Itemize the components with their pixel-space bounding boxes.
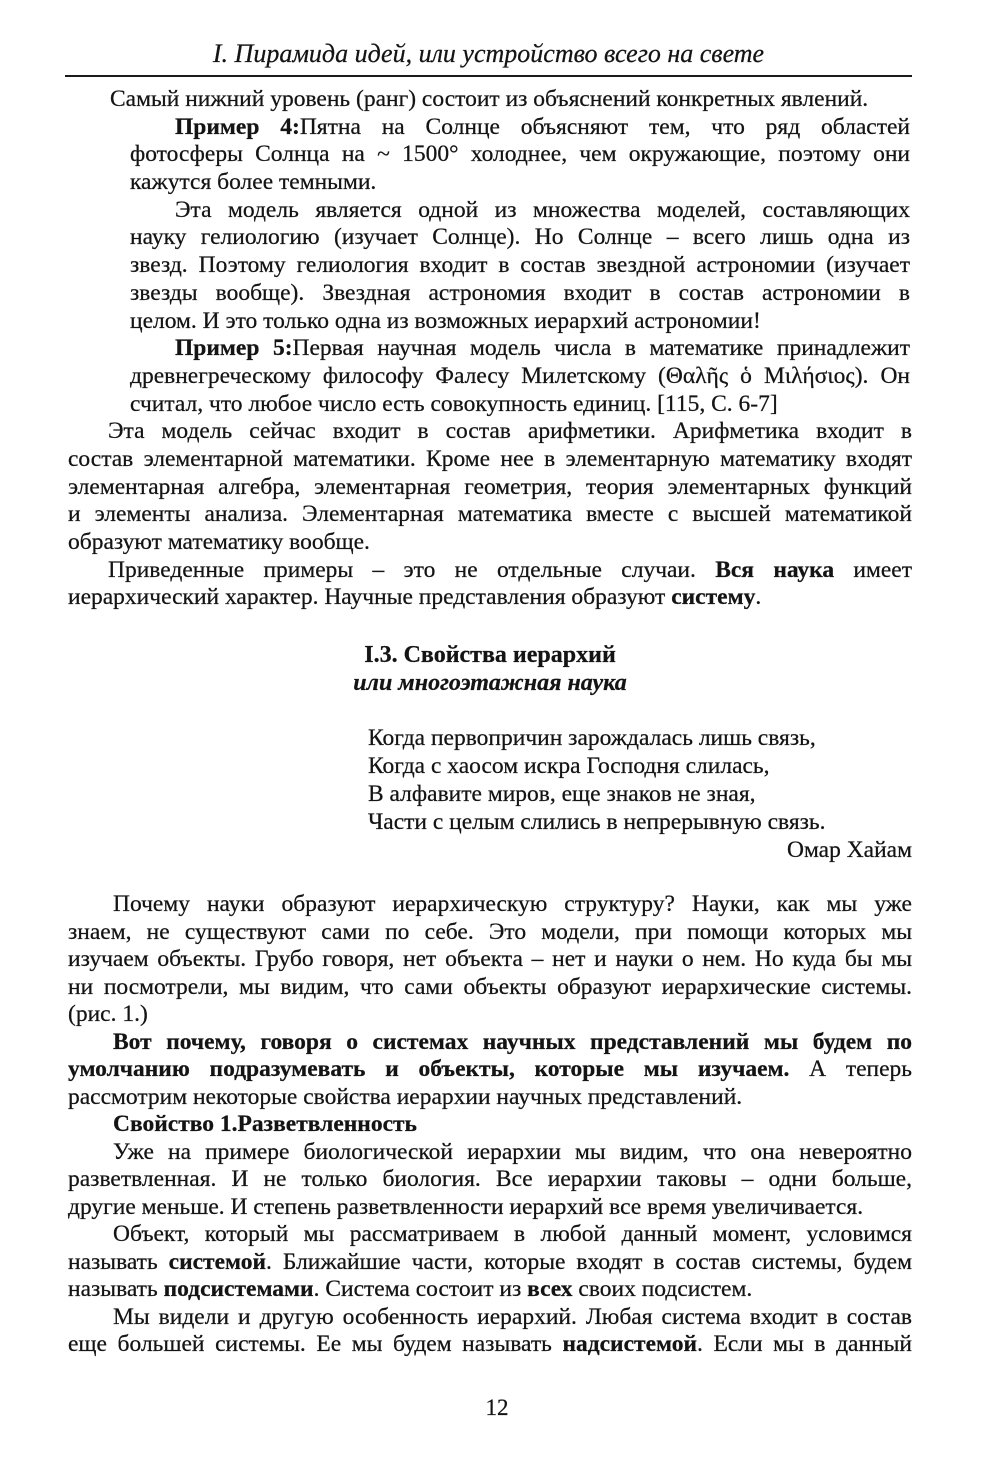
paragraph-line: Самый нижний уровень (ранг) состоит из объяснений конкретных явлений. (110, 86, 869, 112)
poem-line: Когда с хаосом искра Господня слилась, (368, 753, 770, 779)
poem-line: Когда первопричин зарождалась лишь связь, (368, 725, 816, 751)
line-text: своих подсистем. (572, 1276, 753, 1302)
paragraph-line (130, 114, 910, 142)
poem-line: Части с целым слились в непрерывную связь. (368, 809, 826, 835)
paragraph-supersystem (68, 1304, 912, 1359)
paragraph-arithmetic (68, 418, 912, 556)
paragraph-line: (рис. 1.) (68, 1001, 148, 1027)
example-label: Пример 5: (175, 335, 293, 362)
paragraph-line: науку гелиологию (изучает Солнце). Но Солнце – всего лишь одна из (130, 224, 910, 251)
section-subtitle: или многоэтажная наука (353, 670, 627, 696)
bold-term: Вся наука (715, 556, 835, 583)
paragraph-line: изучаем объекты. Грубо говоря, нет объекта – нет и науки о нем. Но куда бы мы (68, 946, 912, 972)
line-text: еще большей системы. Ее мы будем называть (68, 1331, 563, 1357)
paragraph-line: древнегреческому философу Фалесу Милетскому (Θαλῆς ὁ Μιλήσιος). Он (130, 362, 910, 389)
line-text: Приведенные примеры – это не отдельные случаи. (108, 556, 716, 583)
running-header: I. Пирамида идей, или устройство всего на свете (212, 39, 765, 68)
line-text: А теперь (789, 1056, 912, 1082)
paragraph-line: другие меньше. И степень разветвленности иерархий все время увеличивается. (68, 1193, 864, 1220)
property-1 (68, 1111, 912, 1221)
paragraph-line: Почему науки образуют иерархическую структуру? Науки, как мы уже (113, 891, 912, 917)
paragraph-line: считал, что любое число есть совокупность единиц. [115, С. 6-7] (130, 390, 778, 417)
paragraph-line (130, 335, 910, 363)
header-rule (65, 75, 912, 77)
paragraph-line: Эта модель является одной из множества моделей, составляющих (175, 196, 910, 223)
paragraph-line: фотосферы Солнца на ~ 1500° холоднее, чем окружающие, поэтому они (130, 141, 910, 168)
line-text: . Система состоит из (313, 1276, 528, 1302)
paragraph-line: элементарная алгебра, элементарная геометрия, теория элементарных функций (68, 473, 912, 500)
poem-author: Омар Хайам (786, 837, 912, 863)
line-text: . Если мы в данный (697, 1331, 913, 1357)
paragraph-line: разветвленная. И не только биология. Все иерархии таковы – одни больше, (68, 1166, 912, 1192)
paragraph-line (68, 1276, 912, 1304)
paragraph-line (68, 1056, 912, 1084)
paragraph-emphasis (68, 1029, 912, 1112)
body-top (68, 86, 912, 612)
paragraph-system (68, 1221, 912, 1304)
page-number: 12 (485, 1395, 509, 1420)
paragraph-line: состав элементарной математики. Кроме нее в элементарную математику входят (68, 445, 912, 472)
paragraph-line: Мы видели и другую особенность иерархий. Любая система входит в состав (113, 1303, 912, 1330)
bold-term: систему (671, 584, 756, 611)
section-title: I.3. Свойства иерархий (364, 642, 616, 668)
section-heading (68, 641, 912, 697)
paragraph-lowest-level (68, 86, 912, 114)
example-label: Пример 4: (175, 113, 300, 140)
paragraph-line: Уже на примере биологической иерархии мы видим, что она невероятно (113, 1138, 912, 1165)
bold-text: Свойство 1.Разветвленность (113, 1111, 417, 1137)
paragraph-line: кажутся более темными. (130, 169, 377, 196)
paragraph-line (68, 1029, 912, 1057)
paragraph-line: звезды вообще). Звездная астрономия входит в состав астрономии в (130, 279, 910, 306)
poem-line: В алфавите миров, еще знаков не зная, (368, 781, 756, 807)
bold-term: надсистемой (562, 1331, 697, 1357)
paragraph-line: образуют математику вообще. (68, 529, 370, 555)
body-bottom (68, 891, 912, 1359)
paragraph-line: звезд. Поэтому гелиология входит в состав звездной астрономии (изучает (130, 252, 910, 279)
paragraph-line (68, 1331, 912, 1359)
line-text: иерархический характер. Научные представления образуют (68, 584, 672, 611)
paragraph-line: рассмотрим некоторые свойства иерархии научных представлений. (68, 1083, 743, 1110)
paragraph-line (68, 557, 912, 585)
paragraph-summary (68, 557, 912, 612)
line-text: Пятна на Солнце объясняют тем, что ряд областей (299, 113, 910, 140)
example-5 (68, 335, 912, 418)
paragraph-line: и элементы анализа. Элементарная математика вместе с высшей математикой (68, 501, 912, 528)
paragraph-line (68, 584, 912, 612)
property-heading (68, 1111, 912, 1139)
paragraph-line: Объект, который мы рассматриваем в любой данный момент, условимся (113, 1221, 912, 1247)
line-text: . (755, 584, 762, 611)
example-4 (68, 114, 912, 197)
line-text: Первая научная модель числа в математике принадлежит (292, 335, 910, 362)
paragraph-line: Эта модель сейчас входит в состав арифметики. Арифметика входит в (108, 418, 912, 445)
paragraph-heliology (68, 197, 912, 335)
line-text: называть (68, 1248, 169, 1275)
paragraph-why (68, 891, 912, 1029)
line-text: называть (68, 1276, 164, 1302)
paragraph-line: целом. И это только одна из возможных иерархий астрономии! (130, 307, 761, 334)
line-text: имеет (834, 556, 912, 583)
bold-term: всех (527, 1276, 573, 1302)
bold-term: системой (168, 1248, 267, 1275)
paragraph-line: ни посмотрели, мы видим, что сами объекты образуют иерархические системы. (68, 973, 912, 1000)
bold-text: умолчанию подразумевать и объекты, которые мы изучаем. (68, 1056, 790, 1082)
paragraph-line: знаем, не существуют сами по себе. Это модели, при помощи которых мы (68, 918, 912, 945)
epigraph-poem (368, 724, 912, 864)
bold-term: подсистемами (163, 1276, 314, 1302)
bold-text: Вот почему, говоря о системах научных представлений мы будем по (113, 1028, 912, 1055)
line-text: . Ближайшие части, которые входят в состав системы, будем (266, 1248, 912, 1275)
paragraph-line (68, 1249, 912, 1277)
